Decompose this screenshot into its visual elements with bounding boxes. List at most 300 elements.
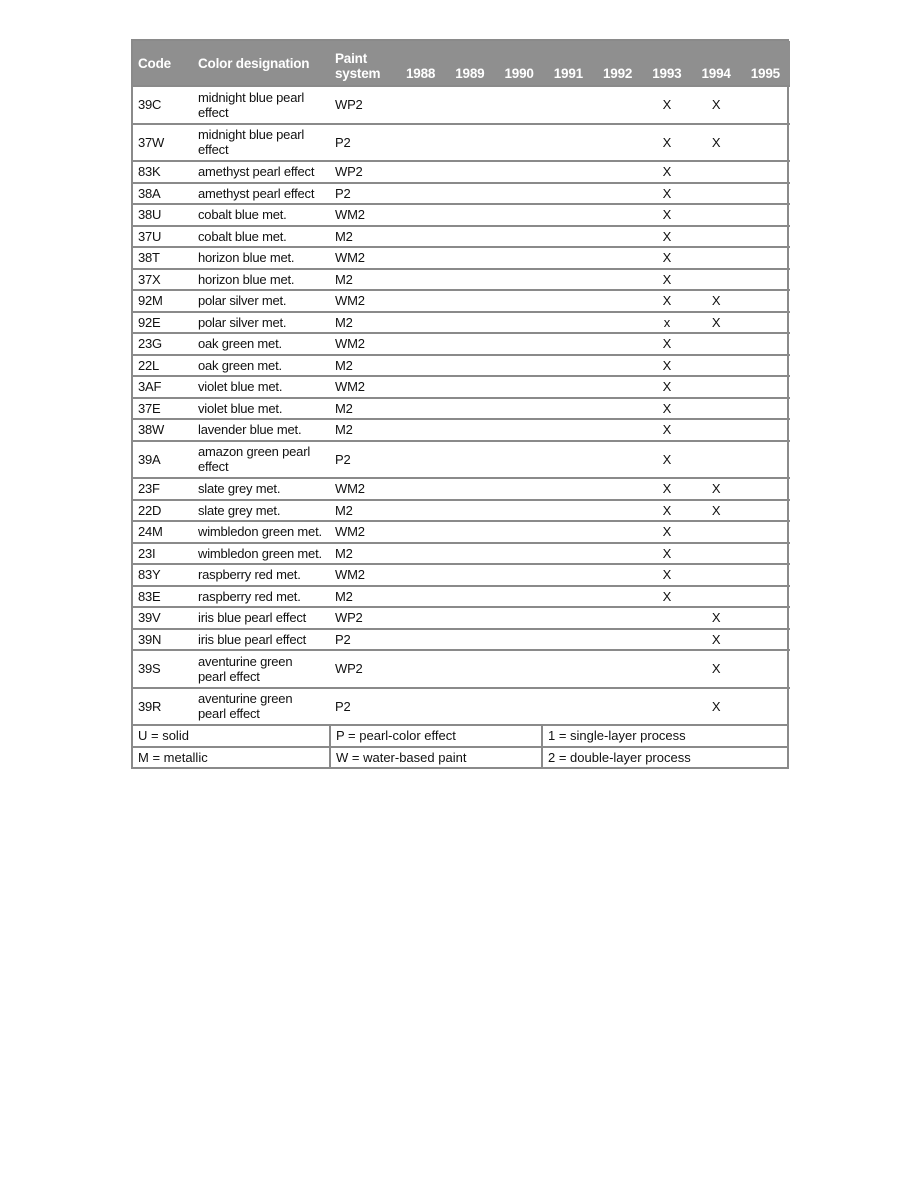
color-table [133,41,790,724]
cell-year-mark [593,247,642,269]
header-year: 1995 [741,41,790,86]
cell-year-mark [445,124,494,162]
cell-code: 22L [133,355,193,377]
table-row [133,607,790,629]
cell-year-mark [593,376,642,398]
cell-paint-system: WM2 [330,333,396,355]
cell-year-mark [396,650,445,688]
cell-year-mark: X [642,478,691,500]
cell-code: 39V [133,607,193,629]
cell-code: 92E [133,312,193,334]
cell-year-mark [495,226,544,248]
cell-year-mark [396,204,445,226]
cell-year-mark [445,247,494,269]
table-row [133,478,790,500]
cell-year-mark [396,226,445,248]
cell-year-mark [692,355,741,377]
legend-row [133,747,787,768]
cell-year-mark: X [642,355,691,377]
cell-year-mark [642,650,691,688]
cell-color-designation: violet blue met. [193,376,330,398]
cell-year-mark: x [642,312,691,334]
cell-year-mark [741,376,790,398]
cell-year-mark [495,500,544,522]
cell-year-mark [396,290,445,312]
cell-year-mark [445,269,494,291]
cell-year-mark: X [692,290,741,312]
cell-year-mark [396,124,445,162]
cell-year-mark [593,629,642,651]
cell-year-mark: X [642,204,691,226]
cell-year-mark: X [642,376,691,398]
cell-code: 38U [133,204,193,226]
cell-year-mark [445,290,494,312]
cell-year-mark [396,441,445,479]
cell-year-mark [495,650,544,688]
table-row [133,376,790,398]
cell-year-mark: X [692,500,741,522]
header-year: 1993 [642,41,691,86]
legend-cell: U = solid [133,725,330,747]
cell-year-mark: X [692,650,741,688]
header-color-designation: Color designation [193,41,330,86]
cell-year-mark [544,478,593,500]
cell-year-mark [692,543,741,565]
table-row [133,419,790,441]
cell-code: 83Y [133,564,193,586]
cell-year-mark [445,376,494,398]
cell-year-mark [593,441,642,479]
cell-paint-system: WM2 [330,478,396,500]
cell-color-designation: amethyst pearl effect [193,161,330,183]
cell-year-mark [741,650,790,688]
legend-table [133,724,787,767]
cell-year-mark [495,629,544,651]
cell-year-mark [495,398,544,420]
cell-paint-system: WP2 [330,161,396,183]
cell-code: 39S [133,650,193,688]
cell-paint-system: WM2 [330,521,396,543]
cell-code: 24M [133,521,193,543]
cell-code: 83K [133,161,193,183]
cell-year-mark [593,269,642,291]
cell-year-mark [544,398,593,420]
cell-paint-system: P2 [330,124,396,162]
cell-year-mark [741,629,790,651]
legend-cell: 1 = single-layer process [542,725,787,747]
cell-code: 37W [133,124,193,162]
cell-year-mark [593,312,642,334]
cell-paint-system: M2 [330,269,396,291]
cell-year-mark [741,398,790,420]
table-body [133,86,790,724]
cell-year-mark [593,564,642,586]
cell-year-mark [445,500,494,522]
legend-cell: M = metallic [133,747,330,768]
cell-year-mark [544,290,593,312]
cell-color-designation: aventurine green pearl effect [193,688,330,725]
table-row [133,333,790,355]
cell-year-mark [495,269,544,291]
cell-year-mark: X [642,290,691,312]
cell-code: 3AF [133,376,193,398]
cell-year-mark [692,247,741,269]
cell-paint-system: WM2 [330,290,396,312]
cell-year-mark: X [642,564,691,586]
cell-year-mark [396,355,445,377]
cell-year-mark [396,500,445,522]
cell-year-mark [741,183,790,205]
cell-year-mark: X [692,478,741,500]
cell-color-designation: raspberry red met. [193,564,330,586]
cell-year-mark: X [642,124,691,162]
cell-year-mark [544,247,593,269]
cell-year-mark: X [642,441,691,479]
cell-year-mark [741,478,790,500]
cell-code: 37E [133,398,193,420]
cell-year-mark [445,398,494,420]
cell-year-mark [445,478,494,500]
cell-year-mark: X [692,312,741,334]
cell-year-mark [495,564,544,586]
cell-year-mark [544,183,593,205]
cell-color-designation: lavender blue met. [193,419,330,441]
cell-year-mark [495,543,544,565]
cell-color-designation: oak green met. [193,333,330,355]
header-year: 1992 [593,41,642,86]
table-row [133,629,790,651]
cell-paint-system: WM2 [330,376,396,398]
cell-year-mark [445,86,494,124]
cell-year-mark [495,355,544,377]
cell-code: 39R [133,688,193,725]
cell-year-mark [741,161,790,183]
cell-year-mark: X [642,543,691,565]
cell-year-mark [741,521,790,543]
cell-year-mark [445,204,494,226]
cell-year-mark [692,586,741,608]
cell-year-mark [445,355,494,377]
cell-year-mark [445,226,494,248]
cell-color-designation: oak green met. [193,355,330,377]
table-row [133,500,790,522]
cell-year-mark [741,355,790,377]
cell-year-mark [593,478,642,500]
cell-year-mark [495,333,544,355]
cell-color-designation: aventurine green pearl effect [193,650,330,688]
table-row [133,86,790,124]
cell-paint-system: M2 [330,312,396,334]
cell-year-mark [445,543,494,565]
cell-paint-system: M2 [330,398,396,420]
cell-year-mark [692,419,741,441]
header-code: Code [133,41,193,86]
cell-code: 38W [133,419,193,441]
table-row [133,398,790,420]
cell-year-mark [544,376,593,398]
cell-color-designation: wimbledon green met. [193,521,330,543]
cell-paint-system: WM2 [330,204,396,226]
cell-year-mark [741,607,790,629]
cell-year-mark [741,226,790,248]
cell-color-designation: iris blue pearl effect [193,629,330,651]
cell-year-mark [396,478,445,500]
table-row [133,564,790,586]
cell-year-mark [741,290,790,312]
cell-code: 23I [133,543,193,565]
cell-year-mark [544,564,593,586]
cell-color-designation: polar silver met. [193,312,330,334]
cell-paint-system: M2 [330,419,396,441]
cell-year-mark [396,312,445,334]
cell-year-mark: X [642,333,691,355]
cell-year-mark: X [642,398,691,420]
cell-year-mark [544,521,593,543]
cell-code: 83E [133,586,193,608]
cell-color-designation: violet blue met. [193,398,330,420]
cell-year-mark [544,269,593,291]
cell-year-mark [741,124,790,162]
cell-paint-system: M2 [330,500,396,522]
cell-year-mark [396,543,445,565]
cell-year-mark [495,607,544,629]
cell-year-mark [692,333,741,355]
cell-code: 23F [133,478,193,500]
table-row [133,543,790,565]
cell-code: 92M [133,290,193,312]
cell-year-mark [741,543,790,565]
cell-year-mark [396,161,445,183]
cell-year-mark: X [642,500,691,522]
cell-year-mark [642,629,691,651]
cell-year-mark [445,183,494,205]
cell-color-designation: amethyst pearl effect [193,183,330,205]
cell-paint-system: M2 [330,355,396,377]
cell-color-designation: polar silver met. [193,290,330,312]
cell-year-mark [593,398,642,420]
cell-code: 39C [133,86,193,124]
cell-color-designation: horizon blue met. [193,247,330,269]
cell-year-mark [396,86,445,124]
cell-year-mark [544,86,593,124]
cell-year-mark [445,441,494,479]
cell-year-mark [495,419,544,441]
cell-year-mark [593,161,642,183]
cell-year-mark [692,441,741,479]
table-row [133,161,790,183]
cell-paint-system: P2 [330,183,396,205]
cell-year-mark [593,86,642,124]
cell-year-mark [741,269,790,291]
cell-year-mark [396,419,445,441]
cell-year-mark [642,607,691,629]
cell-code: 39A [133,441,193,479]
cell-color-designation: wimbledon green met. [193,543,330,565]
cell-color-designation: midnight blue pearl effect [193,86,330,124]
cell-paint-system: WP2 [330,607,396,629]
cell-year-mark [544,543,593,565]
cell-year-mark [544,441,593,479]
cell-color-designation: midnight blue pearl effect [193,124,330,162]
cell-code: 38A [133,183,193,205]
cell-year-mark [741,500,790,522]
cell-year-mark [396,564,445,586]
cell-year-mark [544,688,593,725]
cell-year-mark [593,290,642,312]
cell-year-mark [544,226,593,248]
cell-color-designation: amazon green pearl effect [193,441,330,479]
cell-year-mark [445,629,494,651]
cell-year-mark [593,183,642,205]
cell-year-mark [445,312,494,334]
cell-year-mark: X [642,161,691,183]
cell-year-mark [544,355,593,377]
cell-year-mark [593,607,642,629]
header-row [133,41,790,86]
cell-year-mark: X [642,247,691,269]
table-row [133,269,790,291]
cell-year-mark [692,161,741,183]
table-row [133,312,790,334]
cell-year-mark [544,204,593,226]
cell-year-mark: X [692,124,741,162]
cell-year-mark: X [642,419,691,441]
cell-year-mark: X [642,183,691,205]
cell-year-mark [593,688,642,725]
legend-cell: P = pearl-color effect [330,725,542,747]
cell-code: 37U [133,226,193,248]
cell-year-mark: X [642,226,691,248]
header-paint-system: Paint system [330,41,396,86]
cell-year-mark [593,226,642,248]
cell-year-mark [495,247,544,269]
cell-year-mark [544,333,593,355]
cell-year-mark [692,564,741,586]
cell-year-mark [642,688,691,725]
cell-year-mark [593,521,642,543]
cell-year-mark: X [692,607,741,629]
cell-year-mark [544,650,593,688]
cell-year-mark [495,312,544,334]
cell-year-mark [495,86,544,124]
cell-year-mark [692,269,741,291]
cell-year-mark [692,226,741,248]
cell-year-mark [692,376,741,398]
cell-year-mark [741,312,790,334]
table-row [133,650,790,688]
cell-year-mark [593,419,642,441]
cell-year-mark [445,564,494,586]
header-year: 1988 [396,41,445,86]
cell-year-mark [544,629,593,651]
cell-year-mark [593,500,642,522]
cell-year-mark [593,650,642,688]
cell-year-mark [544,312,593,334]
cell-code: 39N [133,629,193,651]
cell-year-mark [495,688,544,725]
cell-year-mark [741,247,790,269]
table-row [133,247,790,269]
cell-color-designation: slate grey met. [193,500,330,522]
cell-color-designation: raspberry red met. [193,586,330,608]
cell-year-mark [396,688,445,725]
table-row [133,441,790,479]
cell-year-mark [495,124,544,162]
cell-year-mark [396,607,445,629]
table-row [133,355,790,377]
cell-year-mark [741,419,790,441]
header-year: 1994 [692,41,741,86]
cell-paint-system: M2 [330,586,396,608]
cell-color-designation: horizon blue met. [193,269,330,291]
cell-year-mark [445,521,494,543]
cell-year-mark [741,86,790,124]
cell-year-mark [544,161,593,183]
cell-color-designation: iris blue pearl effect [193,607,330,629]
cell-code: 23G [133,333,193,355]
cell-year-mark [544,586,593,608]
cell-paint-system: WP2 [330,86,396,124]
cell-year-mark [445,688,494,725]
cell-code: 37X [133,269,193,291]
cell-paint-system: M2 [330,226,396,248]
cell-year-mark: X [692,86,741,124]
table-row [133,688,790,725]
cell-year-mark [495,290,544,312]
cell-year-mark [396,376,445,398]
cell-year-mark [741,586,790,608]
cell-year-mark [692,183,741,205]
table-row [133,521,790,543]
cell-code: 38T [133,247,193,269]
cell-year-mark: X [642,521,691,543]
cell-year-mark [396,629,445,651]
cell-code: 22D [133,500,193,522]
cell-year-mark: X [692,688,741,725]
cell-year-mark [495,478,544,500]
cell-year-mark [593,124,642,162]
cell-year-mark [593,355,642,377]
cell-year-mark [544,500,593,522]
cell-year-mark [495,183,544,205]
table-row [133,183,790,205]
table-row [133,586,790,608]
cell-year-mark [495,376,544,398]
legend-cell: W = water-based paint [330,747,542,768]
cell-year-mark [593,543,642,565]
table-row [133,204,790,226]
cell-year-mark [396,398,445,420]
cell-year-mark [741,441,790,479]
paint-code-table [131,39,789,769]
legend-row [133,725,787,747]
cell-year-mark [495,586,544,608]
cell-year-mark [593,333,642,355]
cell-year-mark [692,521,741,543]
cell-paint-system: P2 [330,441,396,479]
cell-year-mark [445,650,494,688]
table-row [133,226,790,248]
cell-year-mark [741,564,790,586]
cell-year-mark: X [642,269,691,291]
cell-year-mark [445,586,494,608]
cell-year-mark [445,161,494,183]
cell-year-mark [396,586,445,608]
cell-year-mark [741,688,790,725]
cell-paint-system: M2 [330,543,396,565]
cell-year-mark [396,521,445,543]
cell-year-mark [495,204,544,226]
